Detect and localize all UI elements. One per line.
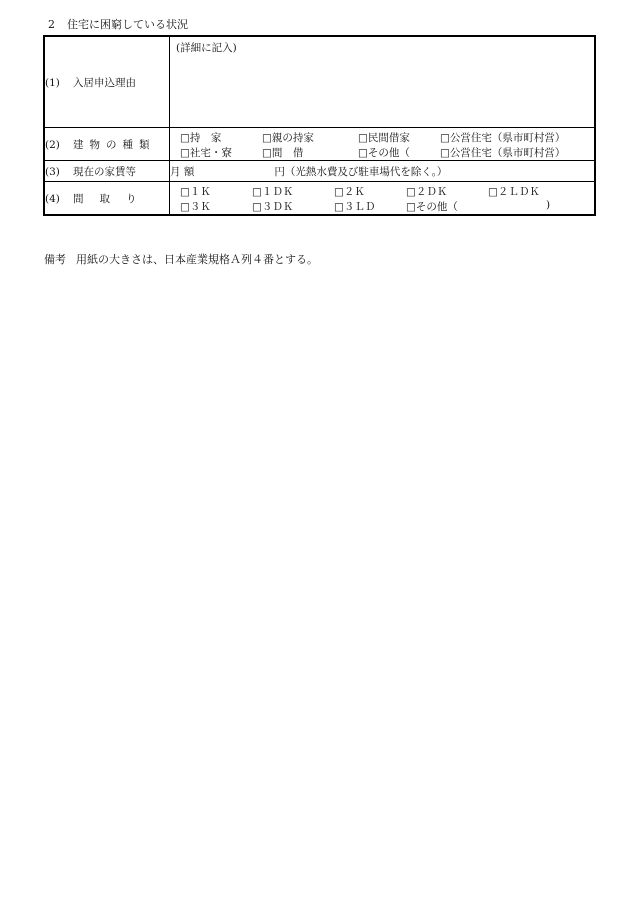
remarks-text: 用紙の大きさは、日本産業規格Ａ列４番とする。 [76,253,318,266]
checkbox-2k[interactable]: □２Ｋ [334,186,365,198]
section-title: 住宅に困窮している状況 [67,18,188,31]
checkbox-private-rental[interactable]: □民間借家 [358,132,410,144]
checkbox-owned-house[interactable]: □持 家 [180,132,222,144]
checkbox-2ldk[interactable]: □２ＬＤＫ [488,186,540,198]
row-rent [44,161,595,182]
checkbox-1k[interactable]: □１Ｋ [180,186,211,198]
row-building-type [44,128,595,161]
rent-input-cell[interactable] [170,161,596,182]
rent-prefix: 月 額 [170,165,195,178]
row-reason [44,36,595,128]
checkbox-1dk[interactable]: □１ＤＫ [252,186,294,198]
remarks-label: 備考 [44,253,66,266]
reason-hint: (詳細に記入) [176,42,237,54]
checkbox-public-housing-1[interactable]: □公営住宅（県市町村営） [440,132,566,144]
remarks [44,251,318,267]
checkbox-3k[interactable]: □３Ｋ [180,201,211,213]
checkbox-parents-house[interactable]: □親の持家 [262,132,314,144]
row-layout [44,182,595,216]
checkbox-company-housing[interactable]: □社宅・寮 [180,147,232,159]
section-number: 2 [48,18,55,31]
reason-input-area[interactable] [170,36,596,128]
rent-unit: 円（光熱水費及び駐車場代を除く。） [274,165,448,178]
checkbox-room-rental[interactable]: □間 借 [262,147,304,159]
reason-num: (1) [45,76,60,89]
other-layout-close-paren: ) [546,199,551,211]
building-label: 建物の種類 [73,138,156,151]
layout-options-cell [170,182,596,216]
rent-label: 現在の家賃等 [73,165,136,178]
building-label-cell [44,128,170,161]
rent-num: (3) [45,165,60,178]
reason-label-cell [44,36,170,128]
layout-label: 間取り [73,192,153,205]
checkbox-other-layout[interactable]: □その他（ [406,201,458,213]
housing-situation-table [43,35,596,216]
checkbox-3dk[interactable]: □３ＤＫ [252,201,294,213]
checkbox-2dk[interactable]: □２ＤＫ [406,186,448,198]
building-options-cell [170,128,596,161]
reason-label: 入居申込理由 [73,76,136,89]
layout-label-cell [44,182,170,216]
building-num: (2) [45,138,60,151]
section-heading [48,16,188,32]
rent-label-cell [44,161,170,182]
checkbox-public-housing-2[interactable]: □公営住宅（県市町村営） [440,147,566,159]
layout-num: (4) [45,192,60,205]
checkbox-other-building[interactable]: □その他（ [358,147,410,159]
checkbox-3ld[interactable]: □３ＬＤ [334,201,376,213]
